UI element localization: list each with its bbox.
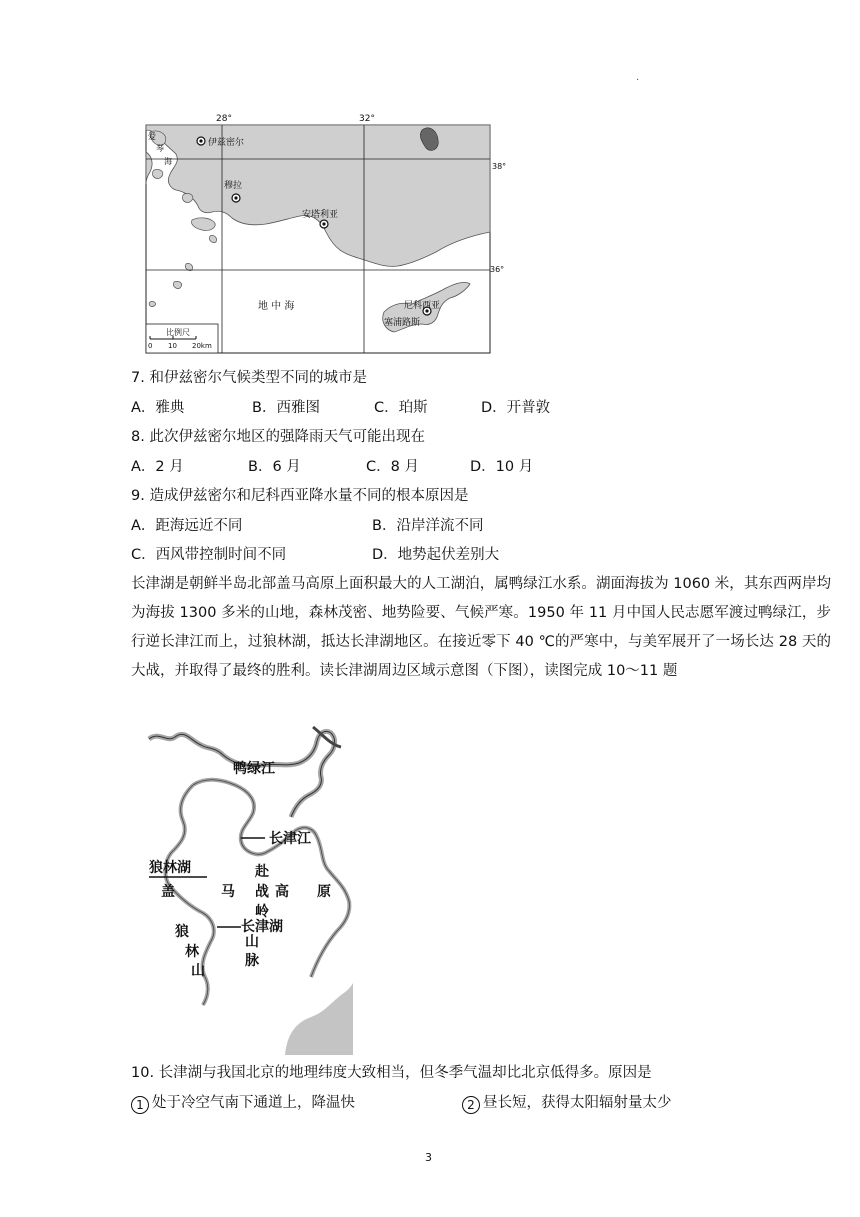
scale-tick-0: 0 (148, 342, 153, 350)
q7-option-d[interactable]: D．开普敦 (481, 400, 551, 416)
mountain-char-2: 脉 (245, 953, 259, 969)
q8-option-b[interactable]: B．6 月 (248, 459, 301, 475)
question-7-stem: 7. 和伊兹密尔气候类型不同的城市是 (131, 370, 367, 386)
antalya-label: 安塔利亚 (302, 210, 339, 220)
mediterranean-label: 地 中 海 (258, 301, 295, 312)
scale-title: 比例尺 (166, 328, 190, 337)
scale-tick-20: 20km (192, 342, 212, 350)
question-9-stem: 9. 造成伊兹密尔和尼科西亚降水量不同的根本原因是 (131, 488, 469, 504)
option-number-circle: 2 (462, 1096, 480, 1114)
langlin-mtn-char-2: 林 (185, 944, 199, 960)
changjin-lake-map (145, 725, 353, 1055)
q9-option-c[interactable]: C．西风带控制时间不同 (131, 547, 287, 563)
nicosia-label: 尼科西亚 (404, 301, 441, 311)
q9-option-a[interactable]: A．距海远近不同 (131, 518, 243, 534)
langlin-lake-label: 狼林湖 (149, 860, 191, 876)
q7-option-c[interactable]: C．珀斯 (374, 400, 428, 416)
plateau-char-2: 马 (221, 884, 235, 900)
q10-option-2[interactable] (462, 1093, 672, 1114)
lon-label-28: 28° (216, 114, 232, 124)
mountain-char-1: 山 (245, 934, 259, 950)
plateau-char-1: 盖 (161, 884, 175, 900)
fuzhanling-char-1: 赴 (255, 864, 269, 880)
page-number: 3 (425, 1151, 432, 1164)
cyprus-label: 塞浦路斯 (384, 318, 421, 328)
q8-option-d[interactable]: D．10 月 (470, 459, 534, 475)
q10-option-1[interactable] (131, 1093, 355, 1114)
langlin-mtn-char-1: 狼 (175, 924, 189, 940)
mugla-label: 穆拉 (224, 181, 243, 191)
q7-option-a[interactable]: A．雅典 (131, 400, 185, 416)
fuzhanling-char-2: 战 (255, 884, 269, 900)
langlin-mtn-char-3: 山 (191, 963, 205, 979)
option-number-circle: 1 (131, 1096, 149, 1114)
q8-option-c[interactable]: C．8 月 (366, 459, 419, 475)
q8-option-a[interactable]: A．2 月 (131, 459, 184, 475)
plateau-char-3: 高 (275, 884, 289, 900)
lat-label-36: 36° (490, 265, 505, 274)
q9-option-b[interactable]: B．沿岸洋流不同 (372, 518, 484, 534)
corner-mark: . (636, 72, 640, 83)
fuzhanling-char-3: 岭 (255, 904, 269, 920)
izmir-label: 伊兹密尔 (208, 138, 245, 148)
q7-option-b[interactable]: B．西雅图 (252, 400, 320, 416)
lon-label-32: 32° (359, 114, 375, 124)
q10-option-1-text: 处于冷空气南下通道上，降温快 (152, 1095, 355, 1111)
aegean-label-3: 海 (164, 157, 172, 166)
yalu-river-label: 鸭绿江 (233, 761, 275, 777)
q9-option-d[interactable]: D．地势起伏差别大 (372, 547, 500, 563)
aegean-label-2: 琴 (156, 144, 164, 153)
question-8-stem: 8. 此次伊兹密尔地区的强降雨天气可能出现在 (131, 429, 425, 445)
lat-label-38: 38° (492, 162, 506, 171)
changjin-lake-label: 长津湖 (241, 919, 283, 935)
question-10-stem: 10. 长津湖与我国北京的地理纬度大致相当，但冬季气温却比北京低得多。原因是 (131, 1065, 652, 1081)
mediterranean-map (140, 112, 506, 356)
reading-passage: 长津湖是朝鲜半岛北部盖马高原上面积最大的人工湖泊，属鸭绿江水系。湖面海拔为 1060 米，其东西两岸均为海拔 1300 多米的山地，森林茂密、地势险要、气候严寒。1950 年 11 月中国人民志愿军渡过鸭绿江，步行逆长津江而上，过狼林湖，抵达长津湖地区。在接近零下 40 ℃的严寒中，与美军展开了一场长达 28 天的大战，并取得了最终的胜利。读长津湖周边区域示意图（下图），读图完成 10～11 题 (131, 576, 831, 679)
q10-option-2-text: 昼长短，获得太阳辐射量太少 (483, 1095, 672, 1111)
changjin-river-label: 长津江 (269, 831, 311, 847)
scale-tick-10: 10 (168, 342, 177, 350)
aegean-label-1: 爱 (148, 132, 156, 141)
plateau-char-4: 原 (317, 884, 331, 900)
